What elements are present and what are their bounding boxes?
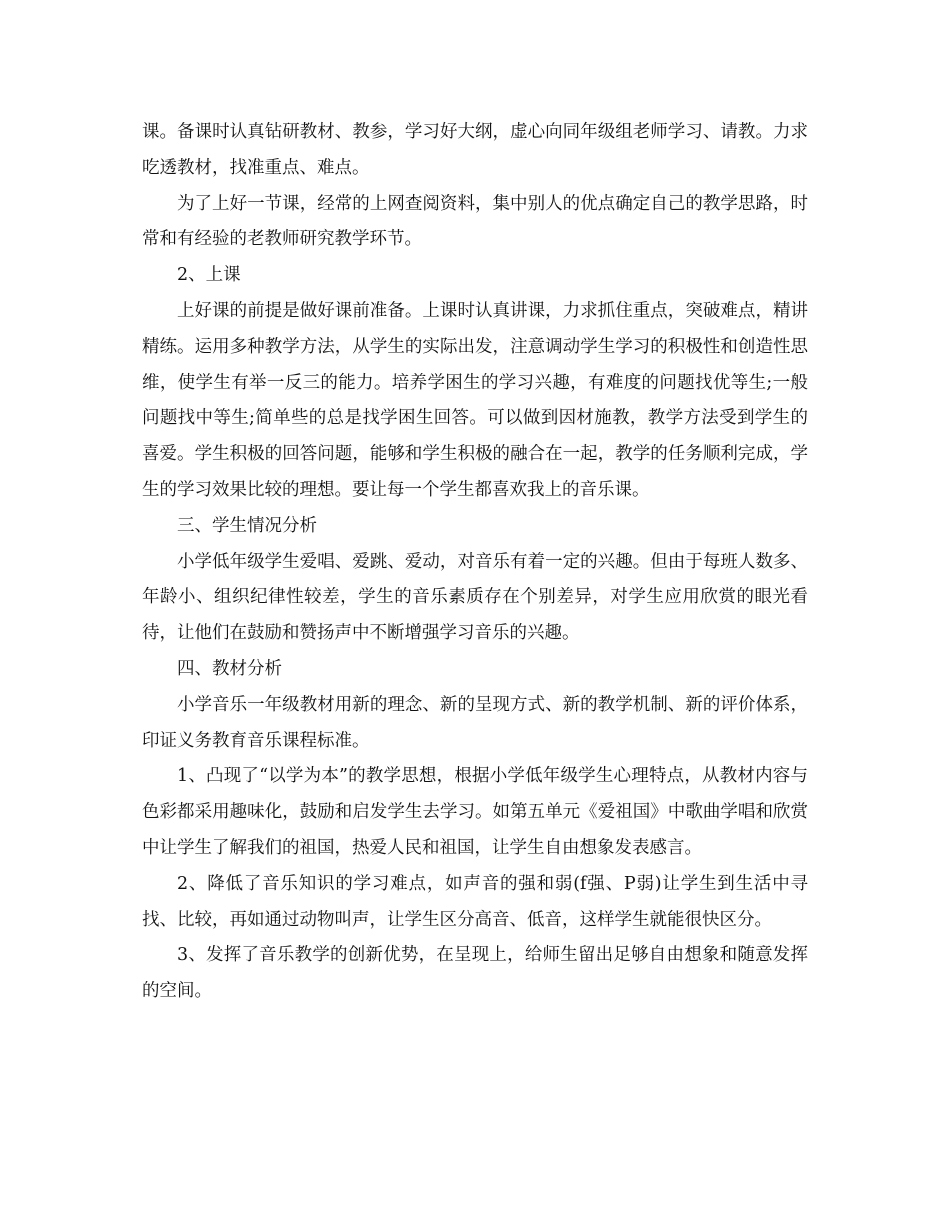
heading-textbook-analysis: 四、教材分析 [177,658,282,679]
heading-teaching: 2、上课 [177,265,241,286]
paragraph-point-3: 3、发挥了音乐教学的创新优势，在呈现上，给师生留出足够自由想象和随意发挥的空间。 [142,945,808,1002]
heading-student-analysis: 三、学生情况分析 [177,515,317,536]
paragraph-textbook-intro: 小学音乐一年级教材用新的理念、新的呈现方式、新的教学机制、新的评价体系，印证义务教育音乐课程标准。 [142,694,808,751]
paragraph-student-analysis: 小学低年级学生爱唱、爱跳、爱动，对音乐有着一定的兴趣。但由于每班人数多、年龄小、组织纪律性较差，学生的音乐素质存在个别差异，对学生应用欣赏的眼光看待，让他们在鼓励和赞扬声中不断增强学习音乐的兴趣。 [142,551,808,644]
document-page [142,115,808,1010]
paragraph-point-1: 1、凸现了“以学为本”的教学思想，根据小学低年级学生心理特点，从教材内容与色彩都采用趣味化，鼓励和启发学生去学习。如第五单元《爱祖国》中歌曲学唱和欣赏中让学生了解我们的祖国，热爱人民和祖国，让学生自由想象发表感言。 [142,766,808,858]
paragraph-teaching: 上好课的前提是做好课前准备。上课时认真讲课，力求抓住重点，突破难点，精讲精练。运用多种教学方法，从学生的实际出发，注意调动学生学习的积极性和创造性思维，使学生有举一反三的能力。培养学困生的学习兴趣，有难度的问题找优等生;一般问题找中等生;简单些的总是找学困生回答。可以做到因材施教，教学方法受到学生的喜爱。学生积极的回答问题，能够和学生积极的融合在一起，教学的任务顺利完成，学生的学习效果比较的理想。要让每一个学生都喜欢我上的音乐课。 [142,300,808,500]
paragraph-continuation: 课。备课时认真钻研教材、教参，学习好大纲，虚心向同年级组老师学习、请教。力求吃透教材，找准重点、难点。 [142,122,808,178]
paragraph-lesson-prep: 为了上好一节课，经常的上网查阅资料，集中别人的优点确定自己的教学思路，时常和有经验的老教师研究教学环节。 [142,193,808,250]
paragraph-point-2: 2、降低了音乐知识的学习难点，如声音的强和弱(f强、P弱)让学生到生活中寻找、比较，再如通过动物叫声，让学生区分高音、低音，这样学生就能很快区分。 [142,873,808,930]
